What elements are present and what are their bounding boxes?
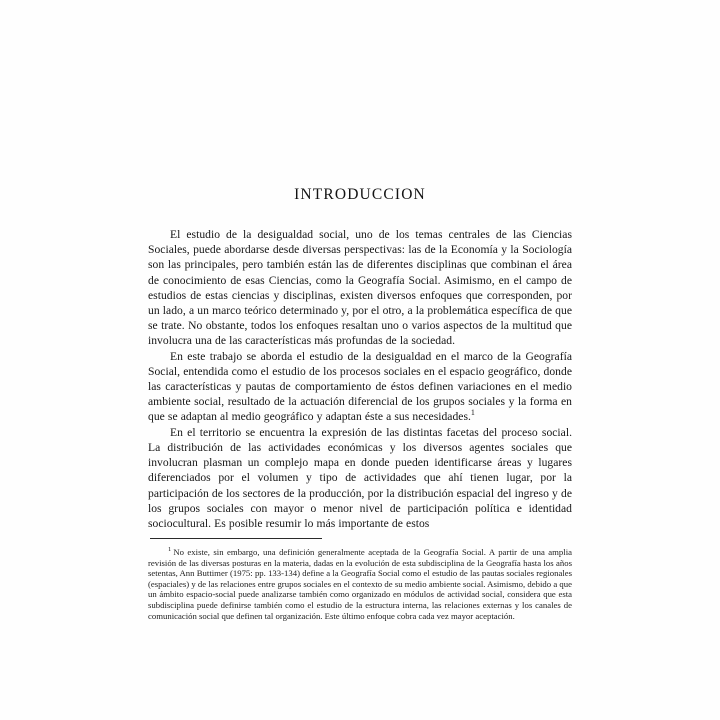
footnote-1 [148, 547, 572, 621]
paragraph-3: En el territorio se encuentra la expresión de las distintas facetas del proceso social. La distribución de las actividades económicas y los diversos agentes sociales que involucran plasman un complejo mapa en donde pueden identificarse áreas y lugares diferenciados por el volumen y tipo de actividades que ahí tienen lugar, por la participación de los sectores de la producción, por la distribución espacial del ingreso y de los grupos sociales con mayor o menor nivel de participación política e identidad sociocultural. Es posible resumir lo más importante de estos [148, 425, 572, 530]
paragraph-2-text: En este trabajo se aborda el estudio de la desigualdad en el marco de la Geografía Social, entendida como el estudio de los procesos sociales en el espacio geográfico, donde las características y pautas de comportamiento de éstos definen variaciones en el medio ambiente social, resultado de la actuación diferencial de los grupos sociales y la forma en que se adaptan al medio geográfico y adaptan éste a sus necesidades. [148, 349, 572, 424]
paragraph-1: El estudio de la desigualdad social, uno de los temas centrales de las Ciencias Sociales, puede abordarse desde diversas perspectivas: las de la Economía y la Sociología son las principales, pero también están las de diferentes disciplinas que combinan el área de conocimiento de esas Ciencias, como la Geografía Social. Asimismo, en el campo de estudios de estas ciencias y disciplinas, existen diversos enfoques que corresponden, por un lado, a un marco teórico determinado y, por el otro, a la problemática específica de que se trate. No obstante, todos los enfoques resaltan uno o varios aspectos de la multitud que involucra una de las características más profundas de la sociedad. [148, 228, 572, 348]
body-text-block [148, 227, 572, 531]
page-content [148, 0, 572, 531]
paragraph-2 [148, 349, 572, 425]
footnote-separator-rule [150, 538, 322, 539]
footnote-1-text: No existe, sin embargo, una definición generalmente aceptada de la Geografía Social. A partir de una amplia revisión de las diversas posturas en la materia, dadas en la evolución de esta subdisciplina de la Geografía hasta los años setentas, Ann Buttimer (1975: pp. 133-134) define a la Geografía Social como el estudio de las pautas sociales regionales (espaciales) y de las relaciones entre grupos sociales en el contexto de su medio ambiente social. Asimismo, debido a que un ámbito espacio-social puede analizarse también como organizado en módulos de actividad social, considera que esta subdisciplina puede definirse también como el estudio de la estructura interna, las relaciones externas y los canales de comunicación social que definen tal organización. Este último enfoque cobra cada vez mayor aceptación. [148, 547, 572, 621]
footnote-1-marker: 1 [168, 546, 172, 554]
page-title: INTRODUCCION [294, 186, 426, 203]
footnote-area [148, 538, 572, 621]
footnote-reference-marker[interactable]: 1 [470, 408, 475, 418]
